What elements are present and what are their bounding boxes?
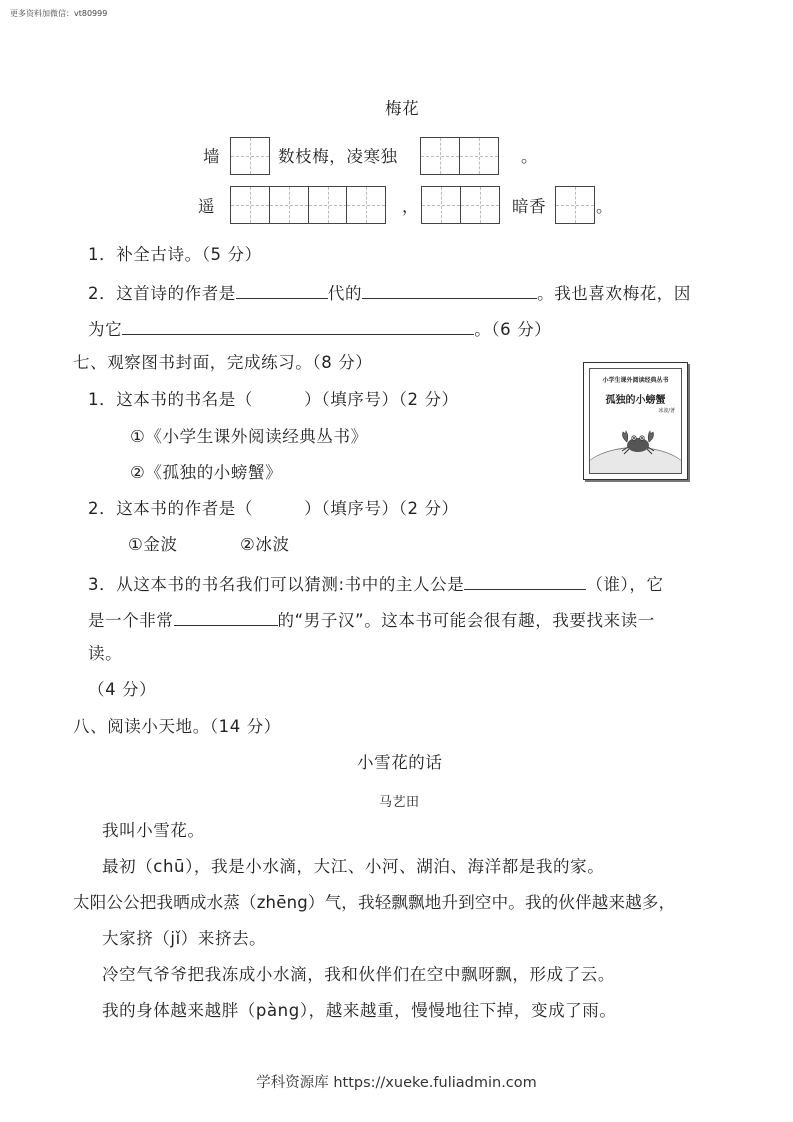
poem-line2-comma: ， — [402, 197, 420, 216]
section-7-heading: 七、观察图书封面，完成练习。（8 分） — [73, 353, 373, 372]
header-note: 更多资料加微信：vt80999 — [10, 9, 108, 18]
section-7-q1-option2: ②《孤独的小螃蟹》 — [130, 463, 283, 482]
dynasty-blank[interactable] — [362, 280, 537, 299]
q2-text-b: 代的 — [327, 284, 363, 303]
section-7-q3-line1 — [88, 571, 664, 596]
story-paragraph-2: 最初（chū），我是小水滴，大江、小河、湖泊、海洋都是我的家。 — [102, 857, 605, 876]
section-7-q1: 1．这本书的书名是（ ）（填序号）（2 分） — [88, 390, 459, 409]
poem-grid-1[interactable] — [230, 137, 269, 175]
author-blank[interactable] — [236, 280, 328, 299]
q3-text-d: 的“男子汉”。这本书可能会很有趣，我要找来读一 — [277, 611, 655, 630]
story-title: 小雪花的话 — [357, 753, 443, 772]
q3-text-a: 3．从这本书的书名我们可以猜测:书中的主人公是 — [88, 575, 465, 594]
q2-text-c: 。我也喜欢梅花，因 — [537, 284, 692, 303]
poem-grid-4[interactable] — [421, 186, 499, 224]
q3-text-b: （谁），它 — [586, 575, 664, 594]
question-2-line2 — [88, 316, 551, 341]
story-paragraph-5: 我的身体越来越胖（pàng），越来越重，慢慢地往下掉，变成了雨。 — [102, 1001, 617, 1020]
section-7-q1-option1: ①《小学生课外阅读经典丛书》 — [130, 427, 368, 446]
story-author: 马艺田 — [379, 795, 420, 810]
book-title: 孤独的小螃蟹 — [605, 395, 666, 406]
book-cover-image — [583, 362, 688, 480]
poem-line2-start: 遥 — [198, 197, 216, 216]
footer-source: 学科资源库 https://xueke.fuliadmin.com — [256, 1075, 537, 1091]
char-box[interactable] — [421, 186, 461, 224]
protagonist-blank[interactable] — [464, 571, 586, 590]
poem-line1-start: 墙 — [203, 147, 221, 166]
char-box[interactable] — [459, 137, 499, 175]
char-box[interactable] — [269, 186, 309, 224]
poem-line1-end: 。 — [521, 147, 539, 166]
section-7-q2-option2: ②冰波 — [240, 535, 290, 554]
q2-text-d: 为它 — [88, 320, 123, 339]
question-1: 1．补全古诗。（5 分） — [88, 245, 262, 264]
story-paragraph-4: 冷空气爷爷把我冻成小水滴，我和伙伴们在空中飘呀飘，形成了云。 — [102, 965, 615, 984]
story-paragraph-1: 我叫小雪花。 — [102, 821, 205, 840]
poem-line1-middle: 数枝梅，凌寒独 — [278, 147, 398, 166]
poem-grid-2[interactable] — [420, 137, 498, 175]
poem-line2-middle: 暗香 — [512, 197, 547, 216]
story-paragraph-3-line2: 大家挤（jǐ）来挤去。 — [102, 929, 267, 948]
section-7-q3-line3: 读。 — [88, 644, 123, 663]
char-box[interactable] — [555, 186, 595, 224]
book-cover-frame — [589, 368, 682, 474]
char-box[interactable] — [308, 186, 348, 224]
book-series-title: 小学生课外阅读经典丛书 — [602, 377, 669, 384]
section-7-q3-line2 — [88, 607, 655, 632]
char-box[interactable] — [346, 186, 386, 224]
story-paragraph-3-line1: 太阳公公把我晒成水蒸（zhēng）气，我轻飘飘地升到空中。我的伙伴越来越多， — [73, 893, 676, 912]
section-7-q3-score: （4 分） — [88, 680, 157, 699]
reason-blank[interactable] — [122, 316, 474, 335]
char-box[interactable] — [420, 137, 460, 175]
q2-text-a: 2．这首诗的作者是 — [88, 284, 236, 303]
section-7-q2-option1: ①金波 — [128, 535, 178, 554]
poem-line2-end: 。 — [596, 197, 614, 216]
crab-icon — [618, 427, 658, 457]
char-box[interactable] — [230, 186, 270, 224]
section-8-heading: 八、阅读小天地。（14 分） — [73, 717, 281, 736]
poem-grid-5[interactable] — [555, 186, 594, 224]
question-2-line1 — [88, 280, 691, 305]
poem-title: 梅花 — [385, 99, 420, 118]
q2-text-e: 。（6 分） — [474, 320, 552, 339]
char-box[interactable] — [230, 137, 270, 175]
char-box[interactable] — [460, 186, 500, 224]
q3-text-c: 是一个非常 — [88, 611, 174, 630]
book-author: 冰波/著 — [658, 408, 675, 414]
adjective-blank[interactable] — [174, 607, 278, 626]
poem-grid-3[interactable] — [230, 186, 385, 224]
section-7-q2: 2．这本书的作者是（ ）（填序号）（2 分） — [88, 499, 459, 518]
